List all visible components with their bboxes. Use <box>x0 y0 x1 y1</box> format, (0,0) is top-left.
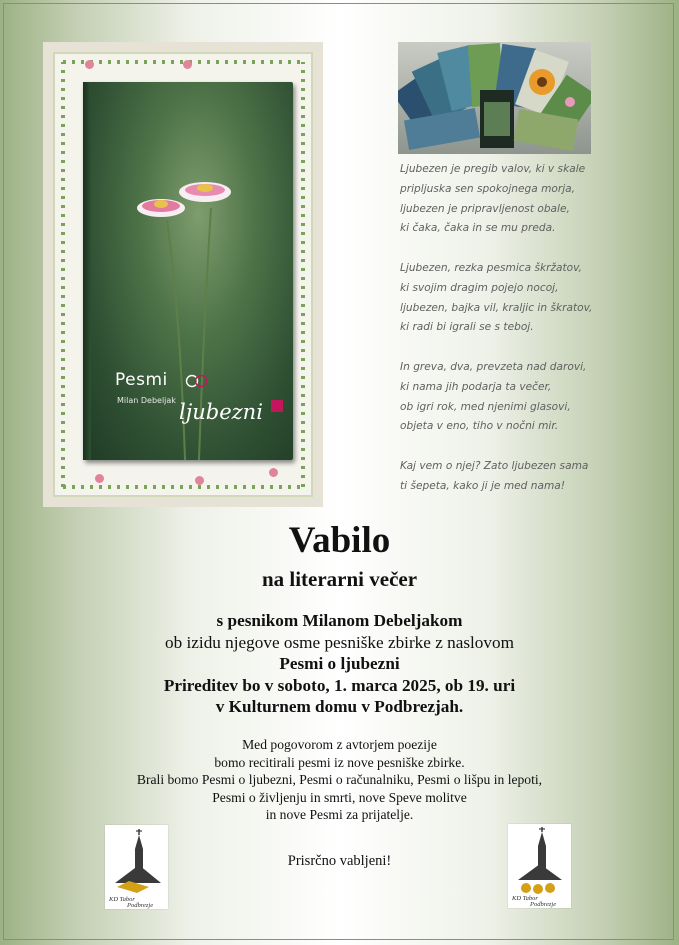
kd-tabor-logo-right <box>508 824 571 908</box>
book-cover-title: Pesmi <box>115 370 168 390</box>
book-photo <box>43 42 323 507</box>
program-line: Pesmi o življenju in smrti, nove Speve molitve <box>212 789 467 805</box>
program-line: Brali bomo Pesmi o ljubezni, Pesmi o računalniku, Pesmi o lišpu in lepoti, <box>136 772 543 788</box>
booklets-photo <box>398 42 591 154</box>
poem-line: ljubezen je pripravljenost obale, <box>400 202 570 215</box>
poem-line: In greva, dva, prevzeta nad darovi, <box>400 360 587 373</box>
accent-square <box>271 400 283 412</box>
poet-line: s pesnikom Milanom Debeljakom <box>216 611 463 630</box>
logo-text-line1: KD Tabor <box>109 896 135 903</box>
rings-icon <box>185 374 209 388</box>
program-line: bomo recitirali pesmi iz nove pesniške zbirke. <box>214 754 465 770</box>
program-line: in nove Pesmi za prijatelje. <box>265 807 414 823</box>
poem-line: ti šepeta, kako ji je med nama! <box>400 479 566 492</box>
logo-text-line1: KD Tabor <box>512 895 538 902</box>
poem-stanza <box>400 160 630 239</box>
date-line: Prireditev bo v soboto, 1. marca 2025, ob 19. uri <box>163 675 516 695</box>
poem-line: ljubezen, bajka vil, kraljic in škratov, <box>400 301 593 314</box>
book-title: Pesmi o ljubezni <box>279 654 400 673</box>
poem-line: Ljubezen, rezka pesmica škržatov, <box>400 261 582 274</box>
poem-stanza <box>400 358 630 437</box>
program-line: Med pogovorom z avtorjem poezije <box>242 737 437 752</box>
poem <box>400 160 630 516</box>
poem-line: Ljubezen je pregib valov, ki v skale <box>400 163 586 175</box>
poem-line: ki čaka, čaka in se mu preda. <box>400 222 556 235</box>
booklets-fan-illustration <box>398 42 591 154</box>
poem-line: ki svojim dragim pojejo nocoj, <box>400 281 559 294</box>
poem-line: Kaj vem o njej? Zato ljubezen sama <box>400 459 589 472</box>
book-cover <box>83 82 293 460</box>
church-logo-icon <box>508 824 571 908</box>
invitation-title: Vabilo <box>288 520 391 561</box>
poem-line: ob igri rok, med njenimi glasovi, <box>400 400 571 413</box>
occasion-line: ob izidu njegove osme pesniške zbirke z naslovom <box>165 632 514 652</box>
book-cover-author: Milan Debeljak <box>117 396 176 405</box>
logo-text-line2: Podbrezje <box>530 901 557 908</box>
invitation-subtitle: na literarni večer <box>261 567 418 591</box>
book-cover-subtitle: ljubezni <box>179 400 263 424</box>
poem-stanza <box>400 457 630 497</box>
poem-line: ki nama jih podarja ta večer, <box>400 380 552 393</box>
event-details <box>0 610 679 718</box>
kd-tabor-logo-left <box>105 825 168 909</box>
church-logo-icon <box>105 825 168 909</box>
logo-text-line2: Podbrezje <box>127 902 154 909</box>
poem-line: objeta v eno, tiho v nočni mir. <box>400 420 559 433</box>
poem-line: ki radi bi igrali se s teboj. <box>400 321 534 334</box>
poem-line: pripljuska sen spokojnega morja, <box>400 182 576 195</box>
closing-greeting: Prisrčno vabljeni! <box>287 853 392 869</box>
poem-stanza <box>400 259 630 338</box>
venue-line: v Kulturnem domu v Podbrezjah. <box>215 697 464 716</box>
program-description <box>0 736 679 824</box>
